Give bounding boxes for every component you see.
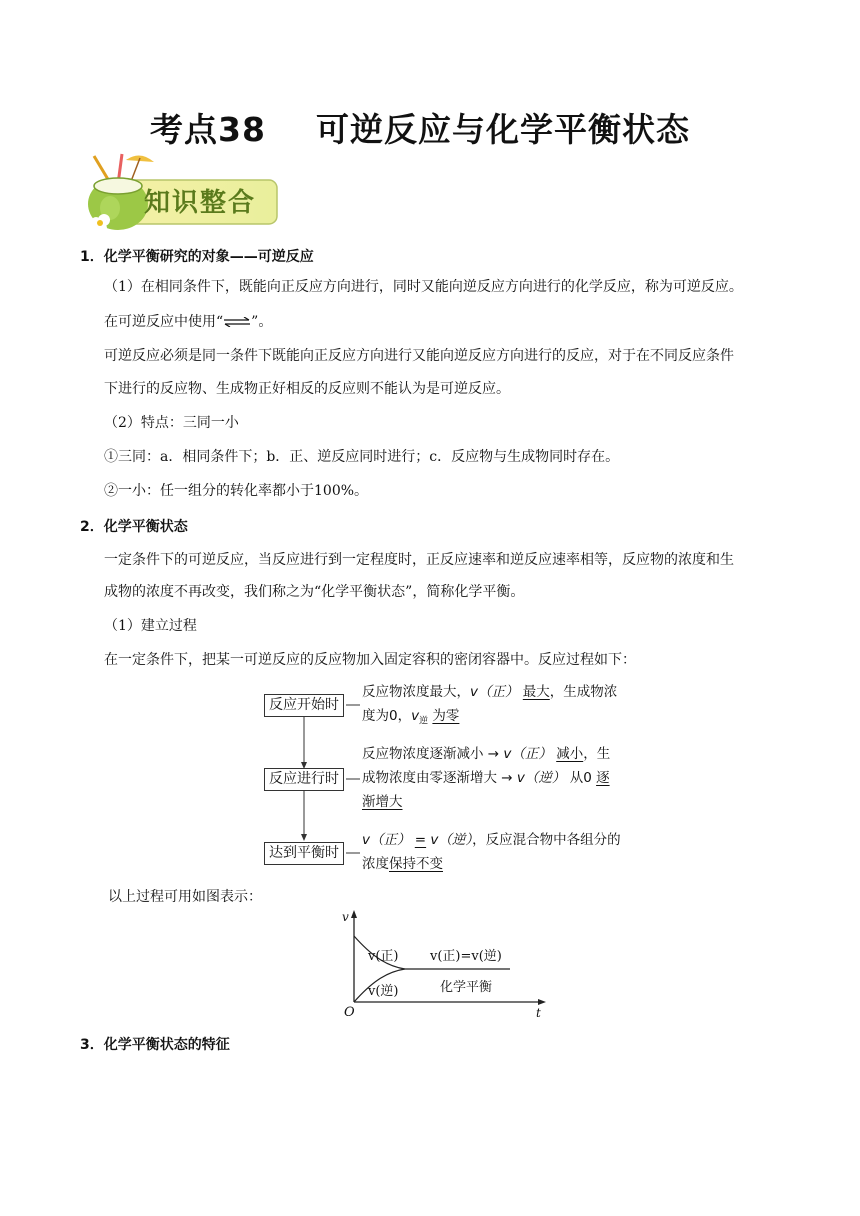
section-2-paragraph-1-line-1: 一定条件下的可逆反应，当反应进行到一定程度时，正反应速率和逆反应速率相等，反应物的浓度和生 xyxy=(104,552,734,568)
section-2-heading: 2．化学平衡状态 xyxy=(80,519,188,535)
flow-progress-line-2: 成物浓度由零逐渐增大 → v（逆） 从0 逐 xyxy=(362,770,610,786)
flow-start-line-2: 度为0，$v_逆$ 为零 xyxy=(362,708,460,727)
section-2-paragraph-2: （1）建立过程 xyxy=(104,618,197,634)
section-2-paragraph-1-line-2: 成物的浓度不再改变，我们称之为“化学平衡状态”，简称化学平衡。 xyxy=(104,584,525,600)
title-topic-number: 考点38 xyxy=(150,110,266,149)
section-1-paragraph-3: （2）特点：三同一小 xyxy=(104,415,239,431)
flow-equilibrium-line-1: v（正） = v（逆），反应混合物中各组分的 xyxy=(362,832,621,848)
rate-graph-drawing xyxy=(330,906,560,1026)
flow-box-equilibrium: 达到平衡时 xyxy=(264,842,344,865)
graph-reverse-rate-label: v(逆) xyxy=(368,984,399,999)
page-title xyxy=(150,104,690,151)
graph-equal-rate-label: v(正)=v(逆) xyxy=(430,949,502,964)
section-1-paragraph-4: ①三同：a．相同条件下；b．正、逆反应同时进行；c．反应物与生成物同时存在。 xyxy=(104,449,620,465)
flow-progress-line-3: 渐增大 xyxy=(362,794,403,810)
flow-box-progress: 反应进行时 xyxy=(264,768,344,791)
section-1-paragraph-5: ②一小：任一组分的转化率都小于100%。 xyxy=(104,483,369,499)
graph-equilibrium-label: 化学平衡 xyxy=(440,980,493,995)
flow-progress-line-1: 反应物浓度逐渐减小 → v（正） 减小，生 xyxy=(362,746,611,762)
section-1-paragraph-2-line-2: 下进行的反应物、生成物正好相反的反应则不能认为是可逆反应。 xyxy=(104,381,510,397)
flow-box-start: 反应开始时 xyxy=(264,694,344,717)
flow-equilibrium-line-2: 浓度保持不变 xyxy=(362,856,443,872)
section-1-paragraph-1-line-2: 在可逆反应中使用“ ”。 xyxy=(104,314,273,330)
graph-x-axis-label: t xyxy=(536,1006,541,1020)
graph-y-axis-label: v xyxy=(342,910,349,924)
flow-start-line-1: 反应物浓度最大，v（正） 最大，生成物浓 xyxy=(362,684,618,700)
section-2-paragraph-3: 在一定条件下，把某一可逆反应的反应物加入固定容积的密闭容器中。反应过程如下： xyxy=(104,652,636,668)
title-topic-name: 可逆反应与化学平衡状态 xyxy=(315,110,690,149)
knowledge-banner xyxy=(82,152,282,234)
section-2-paragraph-4: 以上过程可用如图表示： xyxy=(108,889,262,905)
graph-forward-rate-label: v(正) xyxy=(368,949,399,964)
rate-time-graph xyxy=(330,906,560,1026)
banner-title: 知识整合 xyxy=(144,188,257,218)
graph-origin-label: O xyxy=(344,1005,355,1020)
section-1-paragraph-2-line-1: 可逆反应必须是同一条件下既能向正反应方向进行又能向逆反应方向进行的反应，对于在不同反应条件 xyxy=(104,348,734,364)
reversible-arrow-icon xyxy=(223,317,251,327)
section-1-heading: 1．化学平衡研究的对象——可逆反应 xyxy=(80,249,314,265)
section-3-heading: 3．化学平衡状态的特征 xyxy=(80,1037,230,1053)
process-flowchart xyxy=(262,682,622,882)
section-1-paragraph-1-line-1: （1）在相同条件下，既能向正反应方向进行，同时又能向逆反应方向进行的化学反应，称为可逆反应。 xyxy=(104,279,743,295)
